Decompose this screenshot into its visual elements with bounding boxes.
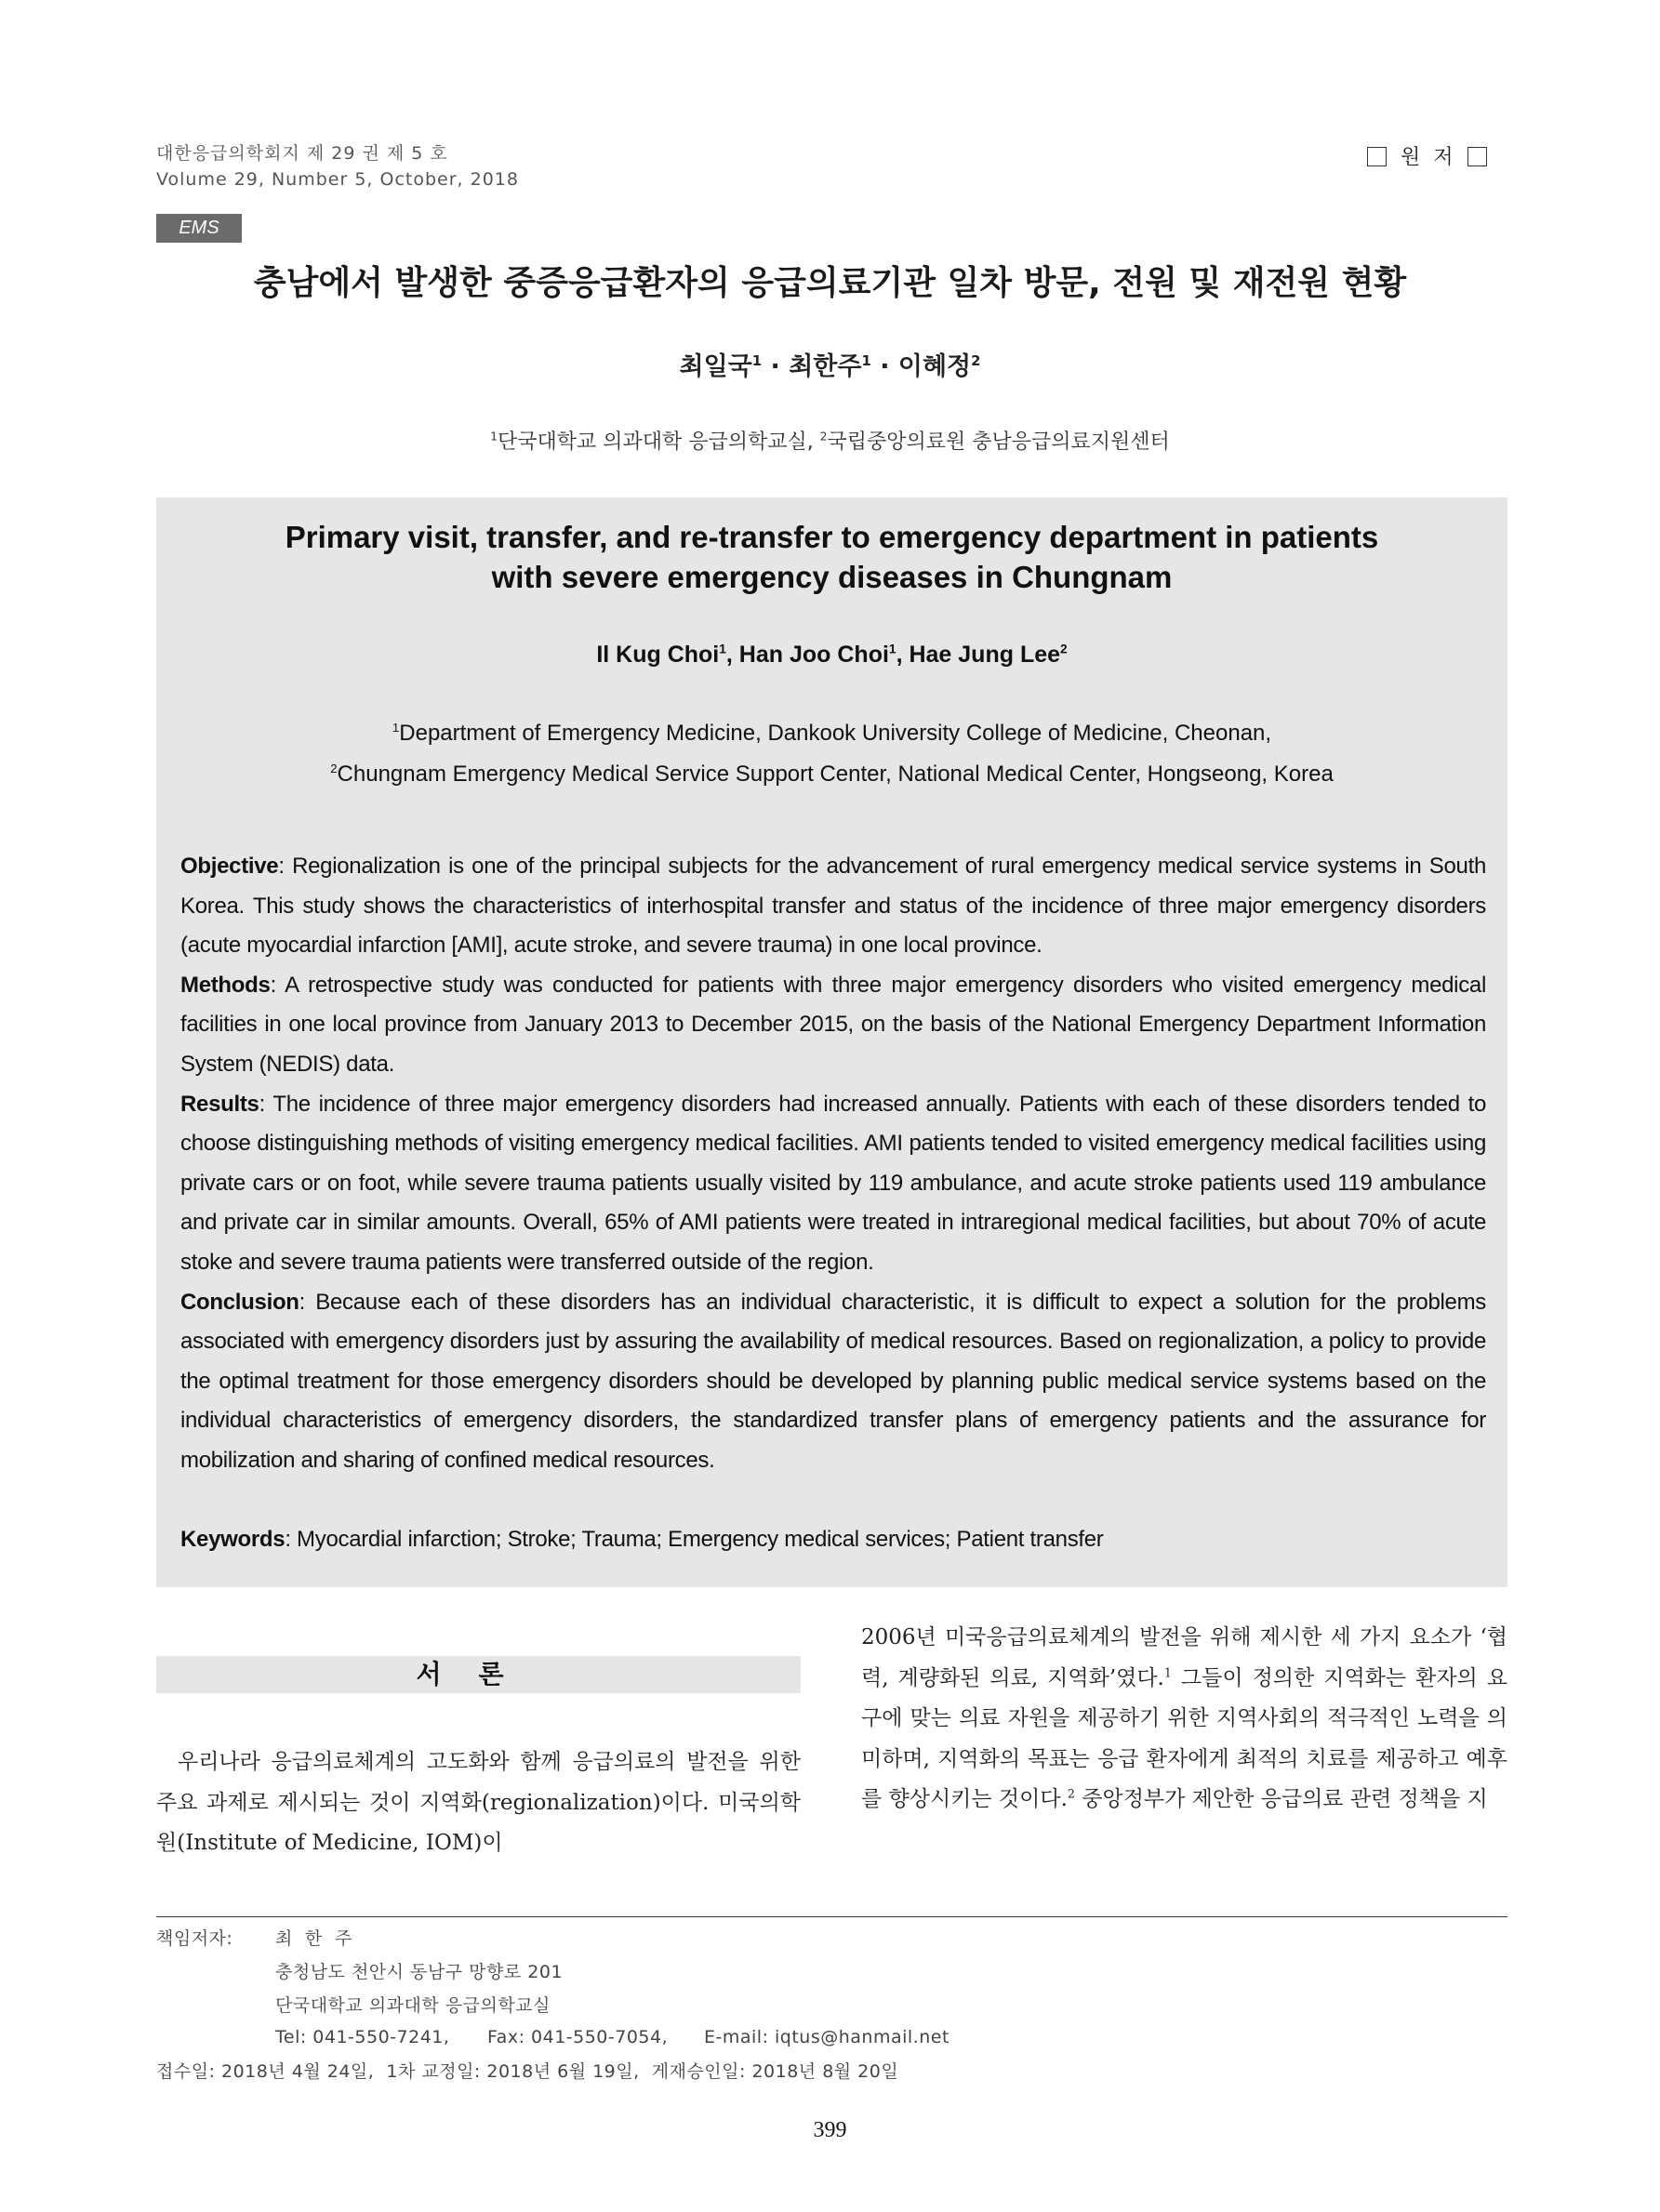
corresponding-label: 책임저자: — [156, 1928, 233, 1949]
title-kr: 충남에서 발생한 중증응급환자의 응급의료기관 일차 방문, 전원 및 재전원 현황 — [253, 264, 1407, 302]
submission-dates: 접수일: 2018년 4월 24일, 1차 교정일: 2018년 6월 19일, 게재승인일: 2018년 8월 20일 — [156, 2061, 899, 2082]
fax: Fax: 041-550-7054, — [487, 2027, 669, 2047]
abstract-text — [180, 847, 1486, 1559]
abstract-results: Results: The incidence of three major emergency disorders had increased annually. Patients with each of these disorders tended to choose distinguishing methods of visiting emergency medical facilities. AMI patients tended to visited emergency medical facilities using private cars or on foot, while severe trauma patients usually visited by 119 ambulance, and acute stroke patients used 119 ambulance and private car in similar amounts. Overall, 65% of AMI patients were treated in intraregional medical facilities, but about 70% of acute stoke and severe trauma patients were transferred outside of the region. — [180, 1091, 1486, 1275]
author-name: Han Joo Choi — [738, 642, 889, 668]
author-name: 최일국 — [679, 352, 752, 381]
authors-kr: 최일국$^1$ · 최한주$^1$ · 이혜정$^2$ — [679, 352, 981, 381]
journal-issue-kr: 대한응급의학회지 제 29 권 제 5 호 — [156, 143, 448, 164]
intro-left-column: 우리나라 응급의료체계의 고도화와 함께 응급의료의 발전을 위한 주요 과제로 제시되는 것이 지역화(regionalization)이다. 미국의학원(Institute of Medicine, IOM)이 — [156, 1750, 801, 1855]
affiliation-sup: 2 — [971, 352, 981, 369]
corresponding-author: 최 한 주 — [275, 1928, 352, 1949]
intro-right-column: 2006년 미국응급의료체계의 발전을 위해 제시한 세 가지 요소가 ‘협력, 계량화된 의료, 지역화’였다.$^1$ 그들이 정의한 지역화는 환자의 요구에 맞는 의료 자원을 제공하기 위한 지역사회의 적극적인 노력을 의미하며, 지역화의 목표는 응급 환자에게 최적의 치료를 제공하고 예후를 향상시키는 것이다.$^2$ 중앙정부가 제안한 응급의료 관련 정책을 지 — [861, 1625, 1507, 1811]
affiliation-sup: 1 — [751, 352, 763, 369]
affiliations-en: $^1$Department of Emergency Medicine, Dankook University College of Medicine, Cheonan, $^2$Chungnam Emergency Medical Service Support Center, National Medical Center, Hongseong, Korea — [330, 721, 1334, 787]
section-heading-bar — [156, 1656, 801, 1693]
address-line-1: 충청남도 천안시 동남구 망향로 201 — [275, 1962, 564, 1982]
abstract-methods: Methods: A retrospective study was conducted for patients with three major emergency disorders who visited emergency medical facilities in one local province from January 2013 to December 2015, on the basis of the National Emergency Department Information System (NEDIS) data. — [180, 972, 1486, 1077]
footer-divider — [156, 1916, 1507, 1917]
affiliations-kr: $^1$단국대학교 의과대학 응급의학교실, $^2$국립중앙의료원 충남응급의료지원센터 — [490, 430, 1170, 454]
bracket-box-icon — [1367, 147, 1387, 166]
author-name: 최한주 — [789, 352, 862, 381]
author-name: 이혜정 — [897, 352, 972, 381]
authors-en: Il Kug Choi$^1$, Han Joo Choi$^1$, Hae Jung Lee$^2$ — [596, 642, 1068, 668]
journal-issue-en: Volume 29, Number 5, October, 2018 — [156, 169, 519, 190]
bracket-box-icon — [1467, 147, 1487, 166]
telephone: Tel: 041-550-7241, — [275, 2027, 450, 2047]
page-number: 399 — [813, 2118, 847, 2142]
article-type-label: 원 저 — [1367, 141, 1487, 170]
abstract-objective: Objective: Regionalization is one of the principal subjects for the advancement of rural emergency medical service systems in South Korea. This study shows the characteristics of interhospital transfer and status of the incidence of three major emergency disorders (acute myocardial infarction [AMI], acute stroke, and severe trauma) in one local province. — [180, 854, 1486, 959]
section-tag: EMS — [156, 214, 242, 243]
abstract-keywords: Keywords: Myocardial infarction; Stroke; Trauma; Emergency medical services; Patient transfer — [180, 1526, 1104, 1552]
abstract-conclusion: Conclusion: Because each of these disorders has an individual characteristic, it is difficult to expect a solution for the problems associated with emergency disorders just by assuring the availability of medical resources. Based on regionalization, a policy to provide the optimal treatment for those emergency disorders should be developed by planning public medical service systems based on the individual characteristics of emergency disorders, the standardized transfer plans of emergency patients and the assurance for mobilization and sharing of confined medical resources. — [180, 1289, 1486, 1473]
address-line-2: 단국대학교 의과대학 응급의학교실 — [275, 1995, 551, 2016]
affiliation-sup: 1 — [861, 352, 871, 369]
email: E-mail: iqtus@hanmail.net — [704, 2027, 950, 2047]
section-heading: 서론 — [416, 1659, 541, 1689]
title-en: Primary visit, transfer, and re-transfer to emergency department in patients with severe emergency diseases in Chungnam — [285, 520, 1379, 594]
author-name: Il Kug Choi — [596, 642, 720, 668]
author-name: Hae Jung Lee — [909, 642, 1061, 668]
